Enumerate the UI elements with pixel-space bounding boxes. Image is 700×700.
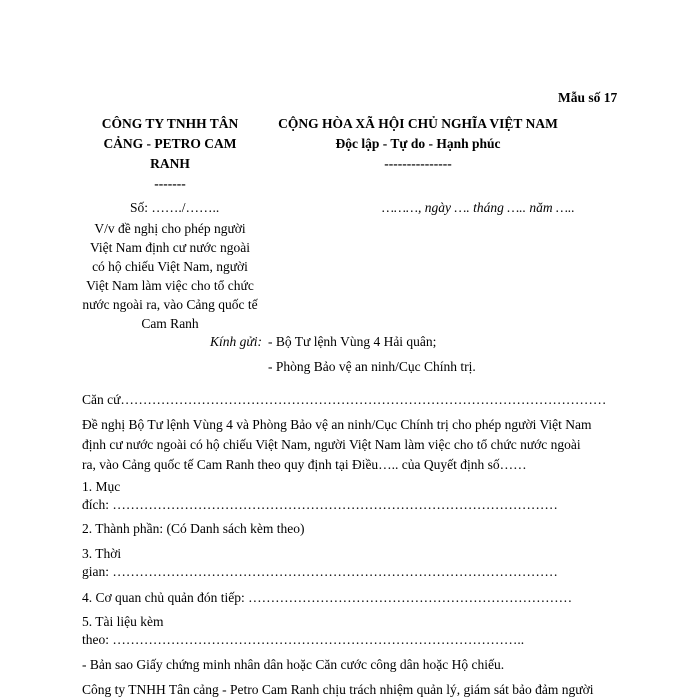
company-line: RANH <box>150 156 190 171</box>
subject-line: Cam Ranh <box>141 316 199 331</box>
item-attachments-field: theo: ……………………………………………………………………………….. <box>82 632 525 647</box>
request-line: định cư nước ngoài có hộ chiếu Việt Nam, người Việt Nam làm việc cho tổ chức nước ngoài <box>82 437 581 452</box>
recipient-line: - Bộ Tư lệnh Vùng 4 Hải quân; <box>268 334 437 349</box>
request-line: ra, vào Cảng quốc tế Cam Ranh theo quy định tại Điều….. của Quyết định số…… <box>82 457 527 472</box>
subject-block <box>70 219 270 333</box>
item-time-label: 3. Thời <box>82 546 122 561</box>
company-name <box>80 114 260 194</box>
request-line: Đề nghị Bộ Tư lệnh Vùng 4 và Phòng Bảo vệ an ninh/Cục Chính trị cho phép người Việt Nam <box>82 417 592 432</box>
item-time-field: gian: ……………………………………………………………………………………… <box>82 564 558 579</box>
national-motto: Độc lập - Tự do - Hạnh phúc <box>335 136 501 151</box>
company-line: CÔNG TY TNHH TÂN <box>101 116 239 131</box>
company-line: CẢNG - PETRO CAM <box>103 136 237 151</box>
motto-divider: --------------- <box>384 156 452 171</box>
reference-number: Số: ……./…….. <box>130 200 220 215</box>
item-purpose-field: đích: ……………………………………………………………………………………… <box>82 497 558 512</box>
company-divider: ------- <box>154 176 186 191</box>
recipient-line: - Phòng Bảo vệ an ninh/Cục Chính trị. <box>268 359 476 374</box>
item-attachments-label: 5. Tài liệu kèm <box>82 614 164 629</box>
closing-paragraph: Công ty TNHH Tân cảng - Petro Cam Ranh chịu trách nhiệm quản lý, giám sát bảo đảm người <box>82 682 594 697</box>
date-line: ………, ngày …. tháng ….. năm ….. <box>382 200 575 215</box>
country-name: CỘNG HÒA XÃ HỘI CHỦ NGHĨA VIỆT NAM <box>278 116 558 131</box>
basis-line: Căn cứ……………………………………………………………………………………………… <box>82 392 607 407</box>
subject-line: Việt Nam làm việc cho tổ chức <box>86 278 254 293</box>
form-number: Mẫu số 17 <box>558 90 618 105</box>
item-host-agency: 4. Cơ quan chủ quản đón tiếp: ……………………………………………………………… <box>82 590 573 605</box>
national-header <box>268 114 568 174</box>
attachment-note: - Bản sao Giấy chứng minh nhân dân hoặc Căn cước công dân hoặc Hộ chiếu. <box>82 657 505 672</box>
item-composition: 2. Thành phần: (Có Danh sách kèm theo) <box>82 521 305 536</box>
subject-line: có hộ chiếu Việt Nam, người <box>92 259 248 274</box>
item-purpose-label: 1. Mục <box>82 479 121 494</box>
subject-line: Việt Nam định cư nước ngoài <box>89 240 251 255</box>
recipient-label: Kính gửi: <box>210 334 262 349</box>
subject-line: V/v đề nghị cho phép người <box>94 221 246 236</box>
subject-line: nước ngoài ra, vào Cảng quốc tế <box>82 297 258 312</box>
